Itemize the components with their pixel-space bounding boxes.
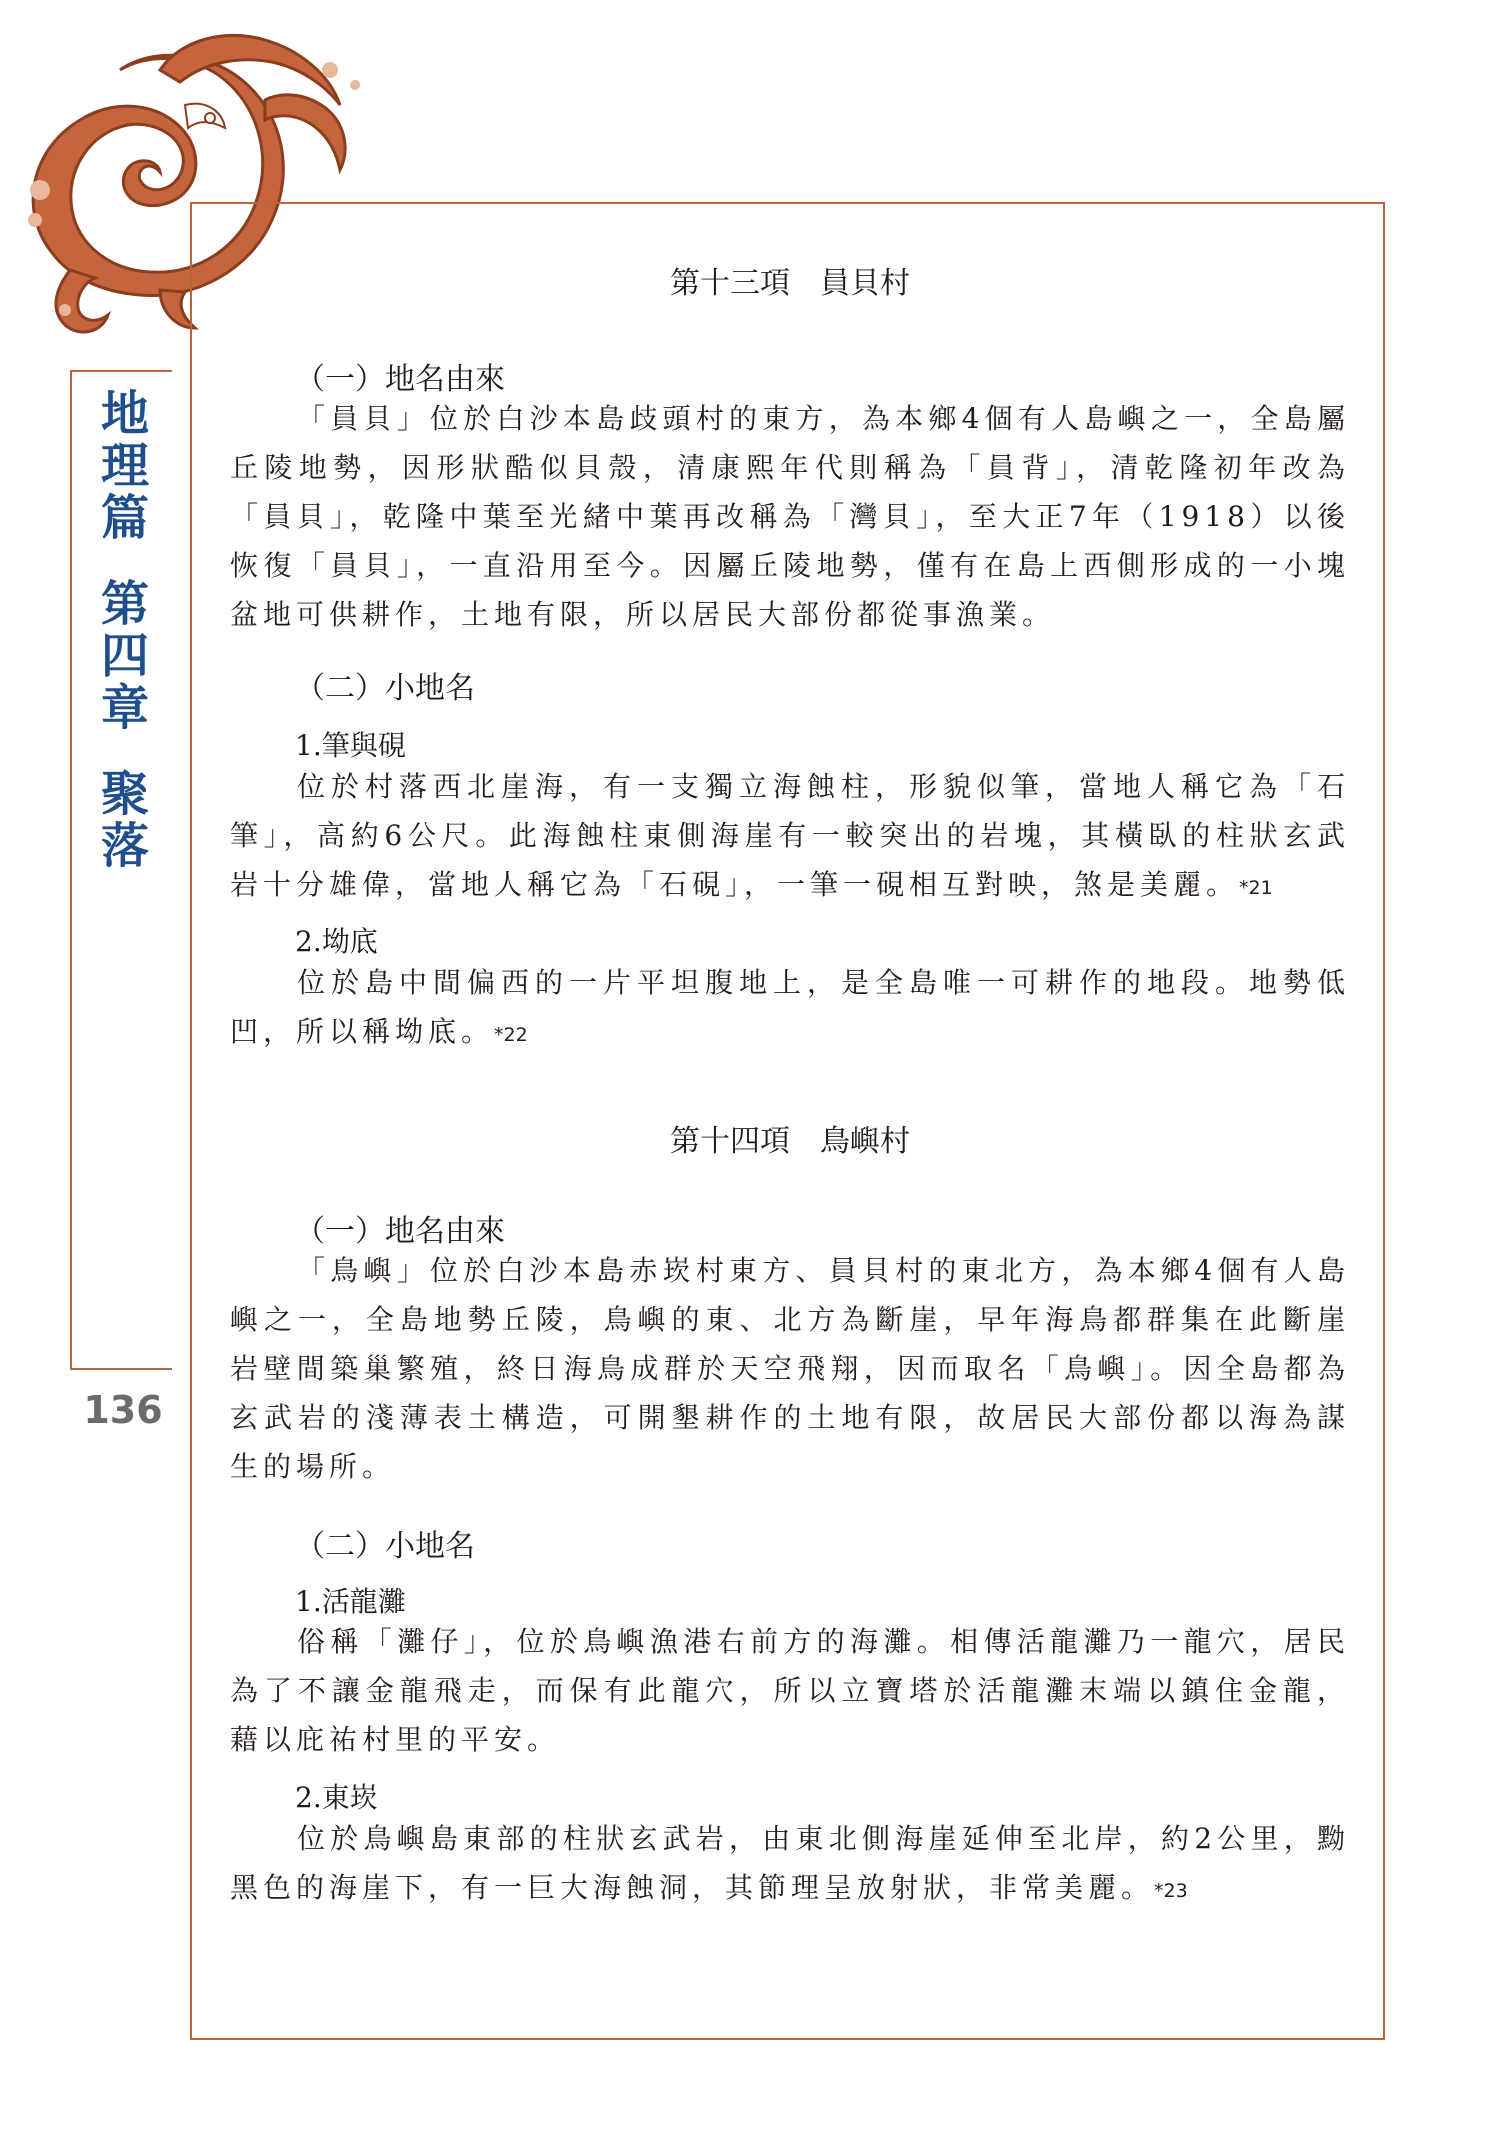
section-title: 第十三項 員貝村: [670, 266, 910, 301]
place-paragraph: 俗稱「灘仔」，位於鳥嶼漁港右前方的海灘。相傳活龍灘乃一龍穴，居民為了不讓金龍飛走，而保有此龍穴，所以立寶塔於活龍灘末端以鎮住金龍，藉以庇祐村里的平安。: [230, 1625, 1350, 1756]
side-part-label: 地理篇: [92, 388, 149, 544]
footnote-ref: *22: [494, 1024, 528, 1046]
origin-paragraph: 「員貝」位於白沙本島歧頭村的東方，為本鄉4個有人島嶼之一，全島屬丘陵地勢，因形狀酷似貝殼，清康熙年代則稱為「員背」，清乾隆初年改為「員貝」，乾隆中葉至光緒中葉再改稱為「灣貝」，至大正7年（1918）以後恢復「員貝」，一直沿用至今。因屬丘陵地勢，僅有在島上西側形成的一小塊盆地可供耕作，土地有限，所以居民大部份都從事漁業。: [230, 402, 1350, 631]
place-name: 2.坳底: [295, 925, 378, 958]
origin-heading: （一）地名由來: [295, 1214, 505, 1249]
place-name: 1.筆與硯: [295, 729, 406, 762]
footnote-ref: *21: [1239, 877, 1273, 899]
page-number: 136: [83, 1388, 163, 1432]
side-chapter-title: [70, 388, 172, 872]
footnote-ref: *23: [1154, 1880, 1188, 1902]
places-heading: （二）小地名: [295, 1529, 475, 1564]
origin-paragraph: 「鳥嶼」位於白沙本島赤崁村東方、員貝村的東北方，為本鄉4個有人島嶼之一，全島地勢丘陵，鳥嶼的東、北方為斷崖，早年海鳥都群集在此斷崖岩壁間築巢繁殖，終日海鳥成群於天空飛翔，因而取名「鳥嶼」。因全島都為玄武岩的淺薄表土構造，可開墾耕作的土地有限，故居民大部份都以海為謀生的場所。: [230, 1254, 1350, 1483]
section-title: 第十四項 鳥嶼村: [670, 1124, 910, 1159]
place-paragraph: 位於村落西北崖海，有一支獨立海蝕柱，形貌似筆，當地人稱它為「石筆」，高約6公尺。此海蝕柱東側海崖有一較突出的岩塊，其橫臥的柱狀玄武岩十分雄偉，當地人稱它為「石硯」，一筆一硯相互對映，煞是美麗。*21: [230, 770, 1350, 901]
place-name: 2.東崁: [295, 1781, 378, 1814]
side-section-label: 聚落: [92, 768, 149, 872]
place-name: 1.活龍灘: [295, 1585, 406, 1618]
side-chapter-label: 第四章: [92, 578, 149, 734]
origin-heading: （一）地名由來: [295, 362, 505, 397]
places-heading: （二）小地名: [295, 671, 475, 706]
place-paragraph: 位於島中間偏西的一片平坦腹地上，是全島唯一可耕作的地段。地勢低凹，所以稱坳底。*22: [230, 966, 1350, 1048]
place-paragraph: 位於鳥嶼島東部的柱狀玄武岩，由東北側海崖延伸至北岸，約2公里，黝黑色的海崖下，有一巨大海蝕洞，其節理呈放射狀，非常美麗。*23: [230, 1822, 1350, 1904]
